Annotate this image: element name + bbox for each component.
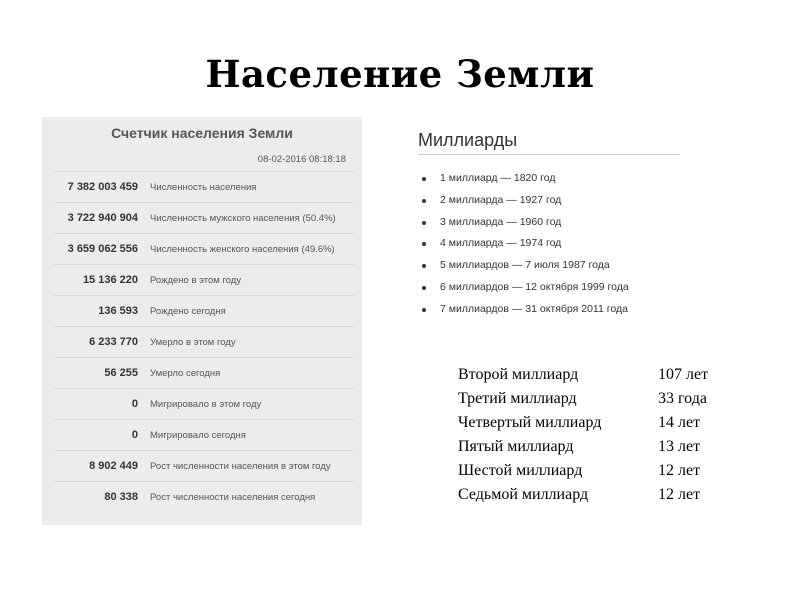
population-counter-panel <box>42 117 362 525</box>
billions-list-item: 2 миллиарда — 1927 год <box>418 190 680 212</box>
counter-row-total <box>54 171 354 202</box>
billions-list-item: 6 миллиардов — 12 октября 1999 года <box>418 277 680 299</box>
counter-title: Счетчик населения Земли <box>111 125 293 141</box>
interval-name: Второй миллиард <box>458 366 579 383</box>
counter-label: Умерло сегодня <box>150 367 221 379</box>
counter-label: Численность женского населения (49.6%) <box>150 243 335 255</box>
billions-list-item: 7 миллиардов — 31 октября 2011 года <box>418 299 680 321</box>
interval-years: 14 лет <box>658 414 701 431</box>
counter-row-growth-today <box>54 481 354 512</box>
billions-list-item: 4 миллиарда — 1974 год <box>418 233 680 255</box>
counter-value: 8 902 449 <box>89 460 138 472</box>
counter-value: 80 338 <box>104 491 138 503</box>
counter-label: Умерло в этом году <box>150 336 236 348</box>
interval-name: Пятый миллиард <box>458 438 574 455</box>
counter-label: Рост численности населения сегодня <box>150 491 316 503</box>
counter-row-deaths-today <box>54 357 354 388</box>
interval-name: Шестой миллиард <box>458 462 583 479</box>
interval-years: 12 лет <box>658 462 701 479</box>
counter-value: 56 255 <box>104 367 138 379</box>
table-row <box>458 363 708 387</box>
counter-label: Мигрировало сегодня <box>150 429 246 441</box>
billions-list <box>418 168 680 321</box>
counter-label: Мигрировало в этом году <box>150 398 262 410</box>
table-row <box>458 435 708 459</box>
counter-label: Численность мужского населения (50.4%) <box>150 212 336 224</box>
counter-label: Рост численности населения в этом году <box>150 460 331 472</box>
counter-row-births-year <box>54 264 354 295</box>
billions-section <box>418 130 680 321</box>
counter-value: 15 136 220 <box>82 274 138 286</box>
counter-label: Рождено в этом году <box>150 274 242 286</box>
billions-heading: Миллиарды <box>418 130 680 155</box>
counter-value: 3 722 940 904 <box>67 212 138 224</box>
interval-years: 33 года <box>658 390 707 407</box>
counter-row-births-today <box>54 295 354 326</box>
counter-value: 0 <box>131 398 138 410</box>
counter-row-migration-year <box>54 388 354 419</box>
counter-row-growth-year <box>54 450 354 481</box>
table-row <box>458 459 708 483</box>
counter-value: 3 659 062 556 <box>67 243 138 255</box>
billions-list-item: 3 миллиарда — 1960 год <box>418 212 680 234</box>
counter-row-female <box>54 233 354 264</box>
counter-value: 6 233 770 <box>89 336 138 348</box>
interval-years: 107 лет <box>658 366 709 383</box>
billion-intervals-table <box>458 363 708 507</box>
interval-years: 13 лет <box>658 438 701 455</box>
table-row <box>458 387 708 411</box>
counter-value: 136 593 <box>98 305 138 317</box>
counter-label: Численность населения <box>150 181 257 193</box>
slide-title: Население Земли <box>205 52 595 96</box>
counter-datetime: 08-02-2016 08:18:18 <box>257 154 346 165</box>
billions-list-item: 1 миллиард — 1820 год <box>418 168 680 190</box>
table-row <box>458 411 708 435</box>
table-row <box>458 483 708 507</box>
counter-row-male <box>54 202 354 233</box>
counter-row-migration-today <box>54 419 354 450</box>
counter-value: 7 382 003 459 <box>67 181 138 193</box>
interval-name: Третий миллиард <box>458 390 577 407</box>
counter-rows <box>54 171 354 512</box>
counter-value: 0 <box>131 429 138 441</box>
billions-list-item: 5 миллиардов — 7 июля 1987 года <box>418 255 680 277</box>
counter-label: Рождено сегодня <box>150 305 226 317</box>
counter-row-deaths-year <box>54 326 354 357</box>
interval-name: Четвертый миллиард <box>458 414 602 431</box>
interval-years: 12 лет <box>658 486 701 503</box>
interval-name: Седьмой миллиард <box>458 486 589 503</box>
